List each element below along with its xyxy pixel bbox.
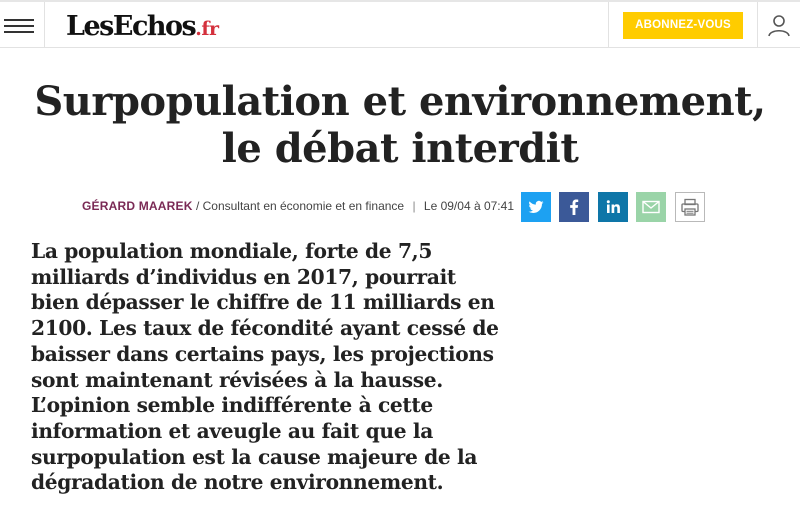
article-lead: La population mondiale, forte de 7,5 milliards d’individus en 2017, pourrait bien dépasser le chiffre de 11 milliards en 2100. Les taux de fécondité ayant cessé de baisser dans certains pays, les projections sont maintenant révisées à la hausse. L’opinion semble indifférente à cette information et aveugle au fait que la surpopulation est la cause majeure de la dégradation de notre environnement.	[31, 239, 499, 495]
article-byline	[82, 196, 530, 216]
print-button[interactable]	[675, 192, 705, 222]
facebook-share-button[interactable]	[559, 192, 589, 222]
top-navigation-bar	[0, 0, 800, 48]
publication-date: Le 09/04 à 07:41	[423, 199, 514, 213]
logo-tld: .fr	[195, 18, 219, 40]
site-logo[interactable]	[66, 10, 219, 46]
divider	[608, 2, 609, 48]
twitter-icon	[521, 192, 551, 222]
facebook-icon	[559, 192, 589, 222]
user-icon[interactable]	[767, 13, 791, 37]
logo-text: LesEchos	[66, 11, 196, 42]
linkedin-icon	[598, 192, 628, 222]
divider	[44, 2, 45, 48]
byline-separator: |	[412, 199, 416, 213]
print-icon	[676, 193, 704, 221]
subscribe-button[interactable]: ABONNEZ-VOUS	[623, 12, 743, 39]
author-role: / Consultant en économie et en finance	[195, 199, 405, 213]
twitter-share-button[interactable]	[521, 192, 551, 222]
email-icon	[636, 192, 666, 222]
hamburger-menu-icon[interactable]	[2, 7, 38, 43]
linkedin-share-button[interactable]	[598, 192, 628, 222]
author-link[interactable]: GÉRARD MAAREK	[82, 199, 193, 213]
divider	[757, 2, 758, 48]
email-share-button[interactable]	[636, 192, 666, 222]
article-title: Surpopulation et environnement, le débat interdit	[34, 78, 766, 172]
